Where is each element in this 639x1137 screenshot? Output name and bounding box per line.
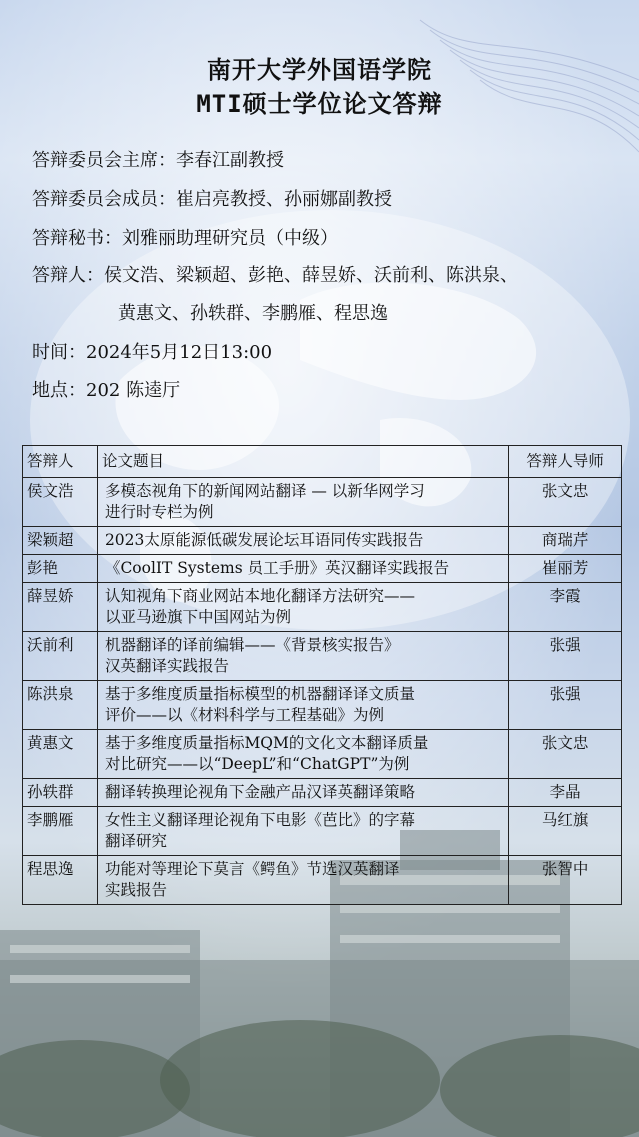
advisor-name: 马红旗 xyxy=(509,807,622,856)
defenders-value-1: 侯文浩、梁颖超、彭艳、薛昱娇、沃前利、陈洪泉、 xyxy=(104,265,518,286)
time-line xyxy=(32,341,272,365)
advisor-name: 商瑞芹 xyxy=(509,527,622,555)
defender-name: 薛昱娇 xyxy=(23,583,98,632)
secretary-line xyxy=(32,227,338,251)
place-value: 202 陈逵厅 xyxy=(86,380,181,401)
advisor-name: 张强 xyxy=(509,681,622,730)
header-thesis-title: 论文题目 xyxy=(97,446,508,478)
table-row xyxy=(23,632,622,681)
thesis-title xyxy=(97,478,508,527)
secretary-label: 答辩秘书： xyxy=(32,228,122,249)
defense-schedule-table xyxy=(22,445,622,905)
thesis-title-line-1: 女性主义翻译理论视角下电影《芭比》的字幕 xyxy=(104,811,415,829)
defender-name: 陈洪泉 xyxy=(23,681,98,730)
thesis-title xyxy=(97,555,508,583)
place-line xyxy=(32,379,180,403)
defender-name: 程思逸 xyxy=(23,856,98,905)
thesis-title xyxy=(97,527,508,555)
table-row xyxy=(23,583,622,632)
thesis-title-line-2: 进行时专栏为例 xyxy=(104,503,214,521)
thesis-title xyxy=(97,632,508,681)
table-row xyxy=(23,527,622,555)
defender-name: 孙轶群 xyxy=(23,779,98,807)
thesis-title xyxy=(97,730,508,779)
time-label: 时间： xyxy=(32,342,86,363)
defender-name: 梁颖超 xyxy=(23,527,98,555)
table-row xyxy=(23,478,622,527)
place-label: 地点： xyxy=(32,380,86,401)
defenders-label: 答辩人： xyxy=(32,265,104,286)
advisor-name: 张强 xyxy=(509,632,622,681)
table-row xyxy=(23,779,622,807)
thesis-title-line-1: 翻译转换理论视角下金融产品汉译英翻译策略 xyxy=(104,783,415,801)
thesis-title-line-1: 2023太原能源低碳发展论坛耳语同传实践报告 xyxy=(104,531,424,549)
defenders-line-2 xyxy=(118,302,388,326)
table-row xyxy=(23,681,622,730)
thesis-title-line-1: 功能对等理论下莫言《鳄鱼》节选汉英翻译 xyxy=(104,860,400,878)
header-advisor: 答辩人导师 xyxy=(509,446,622,478)
thesis-title-line-2: 以亚马逊旗下中国网站为例 xyxy=(104,608,291,626)
table-header-row xyxy=(23,446,622,478)
thesis-title xyxy=(97,856,508,905)
thesis-title xyxy=(97,681,508,730)
chair-value: 李春江副教授 xyxy=(176,150,284,171)
thesis-title-line-1: 基于多维度质量指标MQM的文化文本翻译质量 xyxy=(104,734,429,752)
table-row xyxy=(23,730,622,779)
members-value: 崔启亮教授、孙丽娜副教授 xyxy=(176,189,392,210)
header-defender: 答辩人 xyxy=(23,446,98,478)
thesis-title-line-1: 认知视角下商业网站本地化翻译方法研究—— xyxy=(104,587,415,605)
title-line-2: MTI硕士学位论文答辩 xyxy=(196,90,443,118)
chair-line xyxy=(32,149,284,173)
thesis-title xyxy=(97,807,508,856)
defenders-line-1 xyxy=(32,264,518,288)
thesis-title-line-2: 汉英翻译实践报告 xyxy=(104,657,229,675)
members-line xyxy=(32,188,392,212)
thesis-title-line-1: 多模态视角下的新闻网站翻译 — 以新华网学习 xyxy=(104,482,425,500)
advisor-name: 李霞 xyxy=(509,583,622,632)
thesis-title-line-1: 机器翻译的译前编辑——《背景核实报告》 xyxy=(104,636,400,654)
chair-label: 答辩委员会主席： xyxy=(32,150,176,171)
time-value: 2024年5月12日13:00 xyxy=(86,342,273,363)
defender-name: 沃前利 xyxy=(23,632,98,681)
defender-name: 侯文浩 xyxy=(23,478,98,527)
thesis-title-line-2: 实践报告 xyxy=(104,881,167,899)
title-line-1: 南开大学外国语学院 xyxy=(207,56,432,84)
thesis-title-line-2: 翻译研究 xyxy=(104,832,167,850)
advisor-name: 李晶 xyxy=(509,779,622,807)
advisor-name: 崔丽芳 xyxy=(509,555,622,583)
advisor-name: 张文忠 xyxy=(509,730,622,779)
thesis-title xyxy=(97,583,508,632)
table-row xyxy=(23,555,622,583)
thesis-title-line-2: 对比研究——以“DeepL”和“ChatGPT”为例 xyxy=(104,755,410,773)
advisor-name: 张文忠 xyxy=(509,478,622,527)
members-label: 答辩委员会成员： xyxy=(32,189,176,210)
defenders-value-2: 黄惠文、孙轶群、李鹏雁、程思逸 xyxy=(118,303,388,324)
thesis-title-line-1: 《CoolIT Systems 员工手册》英汉翻译实践报告 xyxy=(104,559,450,577)
table-row xyxy=(23,807,622,856)
thesis-title-line-2: 评价——以《材料科学与工程基础》为例 xyxy=(104,706,384,724)
thesis-title-line-1: 基于多维度质量指标模型的机器翻译译文质量 xyxy=(104,685,415,703)
secretary-value: 刘雅丽助理研究员（中级） xyxy=(122,228,338,249)
thesis-title xyxy=(97,779,508,807)
defender-name: 黄惠文 xyxy=(23,730,98,779)
table-body xyxy=(23,478,622,905)
advisor-name: 张智中 xyxy=(509,856,622,905)
defender-name: 李鹏雁 xyxy=(23,807,98,856)
defender-name: 彭艳 xyxy=(23,555,98,583)
table-row xyxy=(23,856,622,905)
